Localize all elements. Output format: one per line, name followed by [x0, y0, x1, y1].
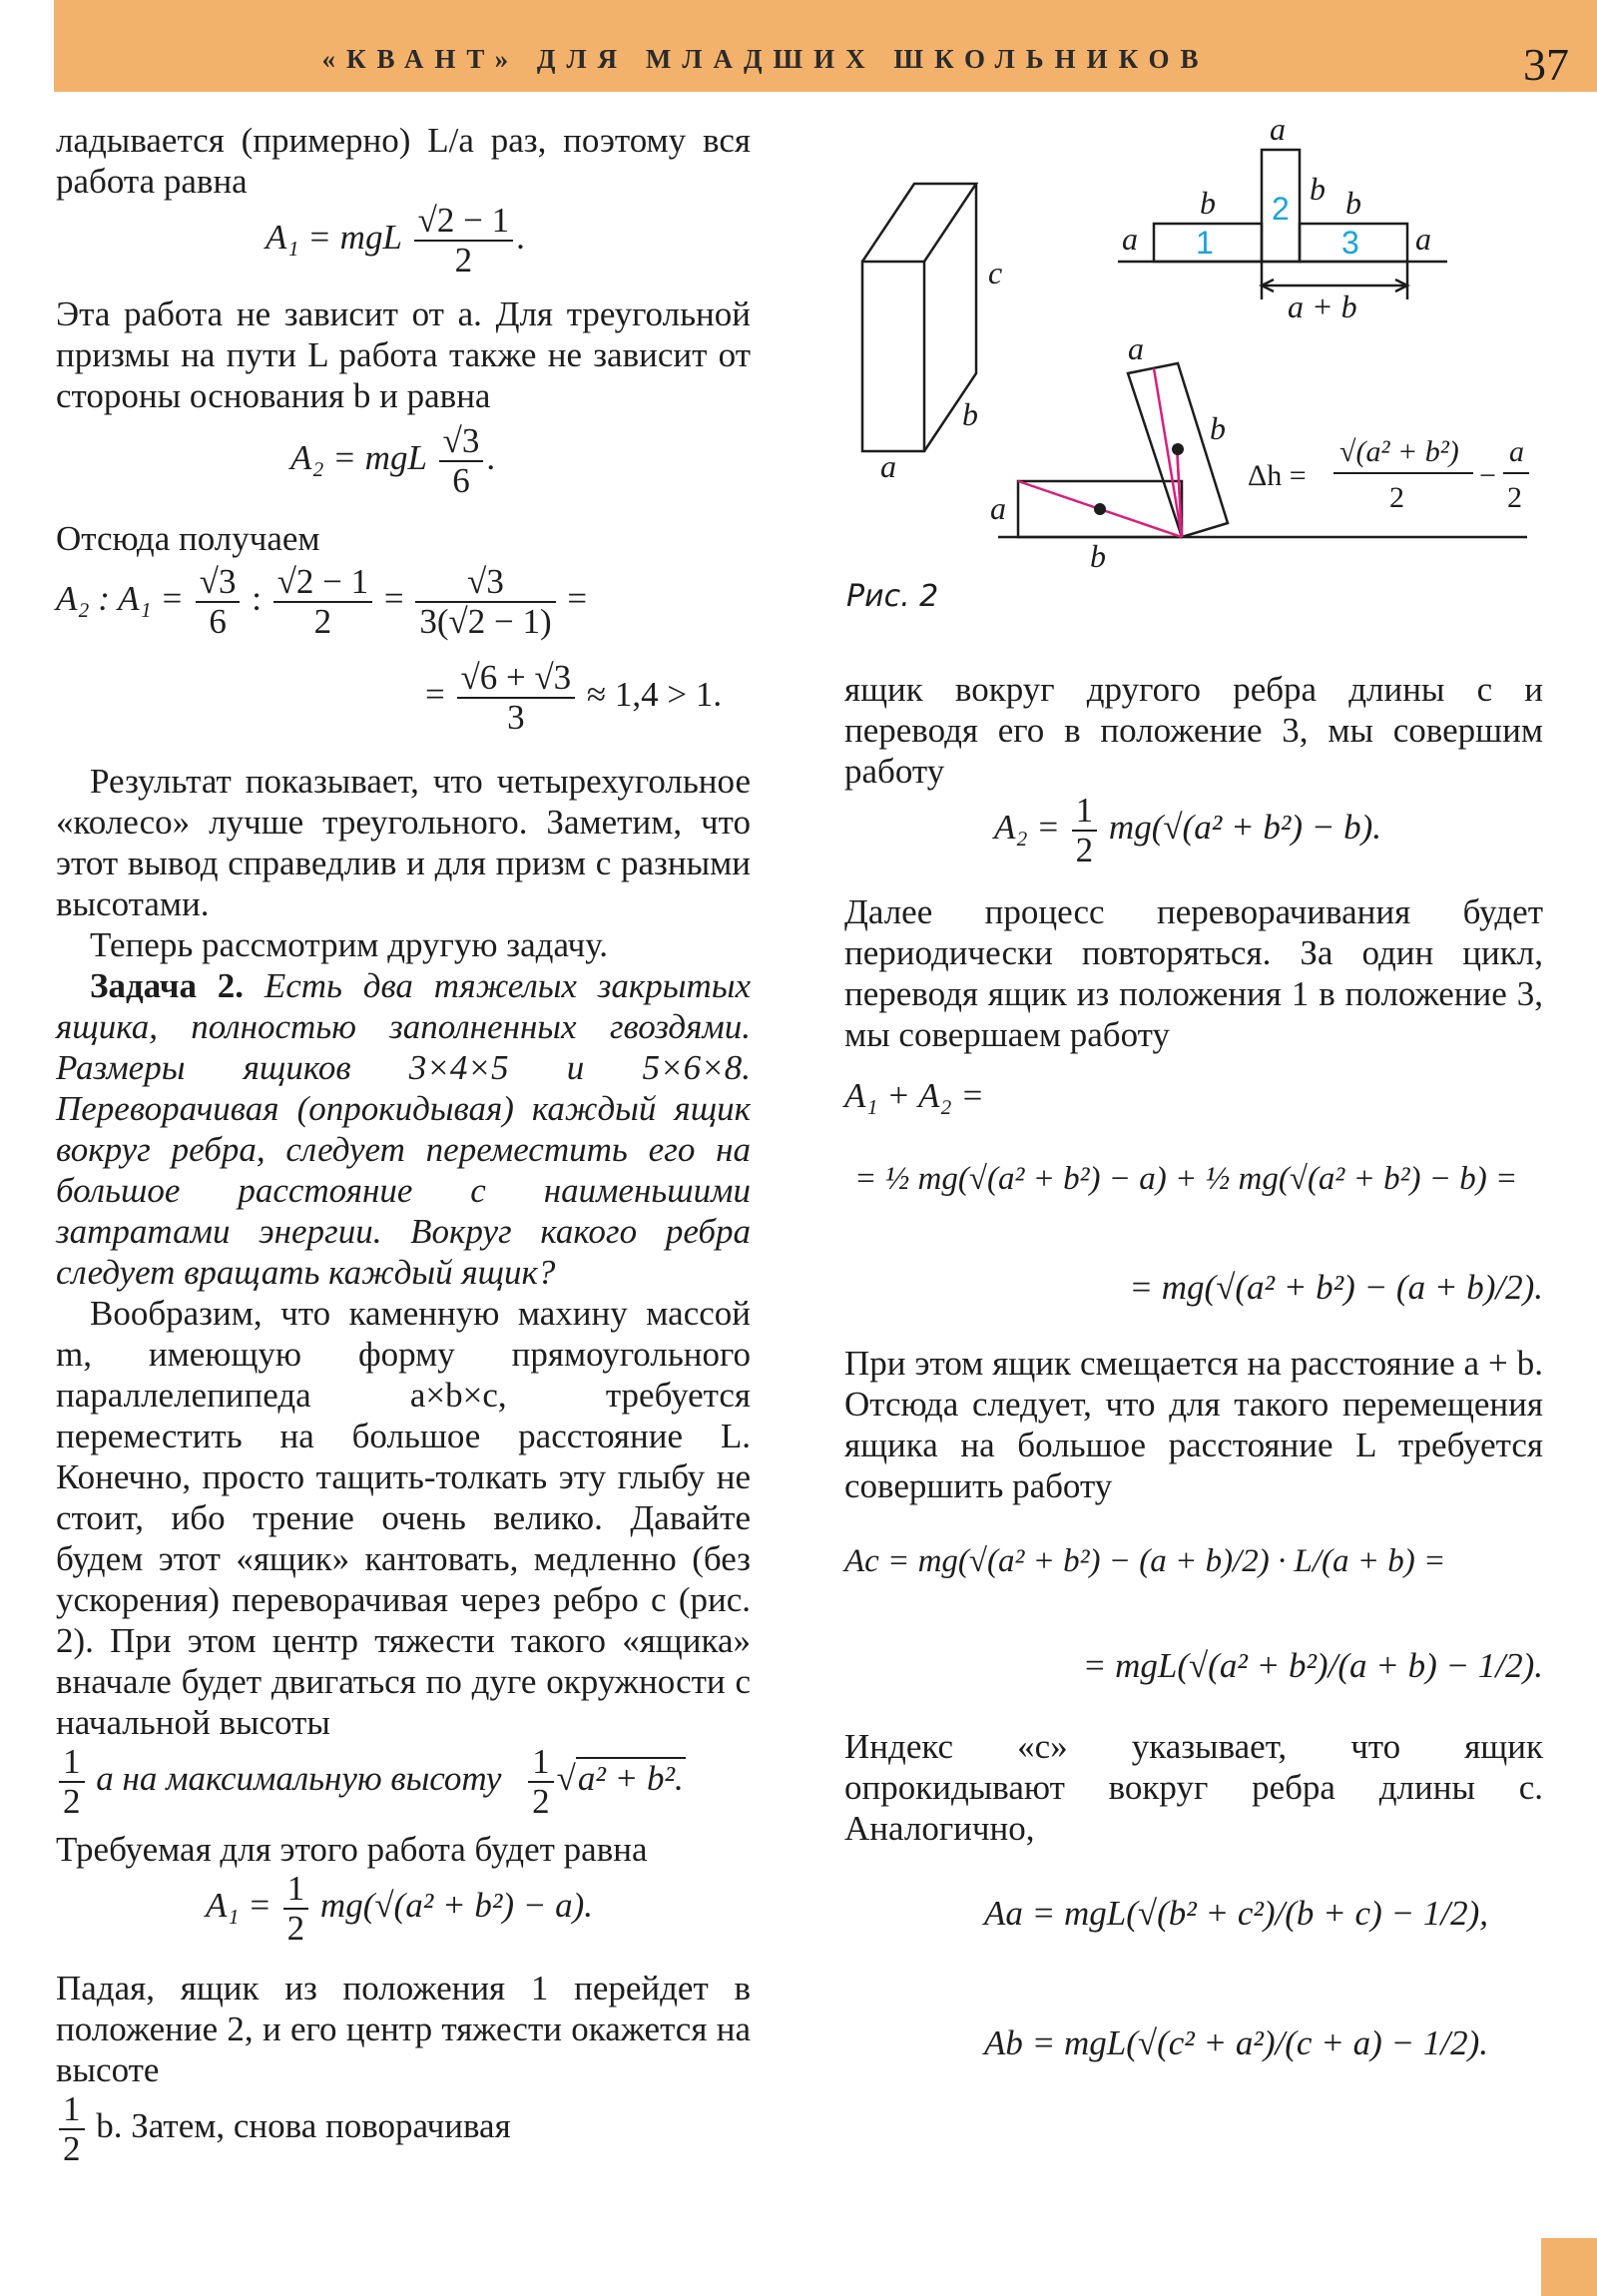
- svg-text:√(a² + b²): √(a² + b²): [1339, 435, 1459, 468]
- task-statement: Задача 2. Есть два тяжелых закрытых ящика, полностью заполненных гвоздями. Размеры ящиков 3×4×5 и 5×6×8. Переворачивая (опрокидывая) каждый ящик вокруг ребра, следует переместить его на большое расстояние с наименьшими затратами энергии. Вокруг какого ребра следует вращать каждый ящик?: [56, 966, 751, 1292]
- svg-text:2: 2: [1389, 481, 1404, 514]
- svg-text:a: a: [1270, 111, 1286, 147]
- paragraph: Отсюда получаем: [56, 519, 320, 558]
- paragraph: Далее процесс переворачивания будет периодически повторяться. За один цикл, переводя ящик из положения 1 в положение 3, мы совершаем работу: [844, 892, 1543, 1054]
- svg-text:2: 2: [1272, 191, 1290, 227]
- inline-heights: $\frac{1}{2}$ a на максимальную высоту $\frac{1}{2}$ √a² + b².: [56, 1743, 751, 1829]
- corner-tab: [1541, 2238, 1597, 2296]
- svg-text:b: b: [1090, 538, 1106, 574]
- paragraph: Требуемая для этого работа будет равна: [56, 1830, 648, 1869]
- paragraph: При этом ящик смещается на расстояние a + b. Отсюда следует, что для такого перемещения ящика на большое расстояние L требуется совершить работу: [844, 1344, 1543, 1505]
- svg-text:2: 2: [1507, 481, 1522, 514]
- paragraph: Вообразим, что каменную махину массой m, имеющую форму прямоугольного параллелепипеда a×b×c, требуется переместить на большое расстояние L. Конечно, просто тащить-толкать эту глыбу не стоит, ибо трение очень велико. Давайте будем этот «ящик» кантовать, медленно (без ускорения) переворачивая через ребро c (рис. 2). При этом центр тяжести такого «ящика» вначале будет двигаться по дуге окружности с начальной высоты: [56, 1294, 751, 1742]
- equation-ab: Ab = mgL(√(c² + a²)/(c + a) − 1/2).: [984, 2023, 1488, 2062]
- svg-text:b: b: [1345, 185, 1361, 221]
- equation-ratio: A₂ : A₁ = $\frac{√3}{6}$ : $\frac{√2 - 1}{2}$ = $\frac{√3}{3(√2 - 1)}$ =: [56, 562, 588, 641]
- svg-text:a: a: [1122, 221, 1138, 257]
- paragraph: Индекс «c» указывает, что ящик опрокидывают вокруг ребра длины c. Аналогично,: [844, 1727, 1543, 1848]
- svg-text:b: b: [962, 396, 978, 432]
- box-front: [862, 262, 924, 451]
- svg-text:a: a: [1415, 221, 1431, 257]
- running-title: «КВАНТ» ДЛЯ МЛАДШИХ ШКОЛЬНИКОВ: [321, 44, 1210, 74]
- paragraph: Теперь рассмотрим другую задачу.: [90, 925, 608, 964]
- svg-text:a: a: [1509, 435, 1524, 468]
- page-number: 37: [1523, 39, 1569, 90]
- paragraph: ящик вокруг другого ребра длины c и переводя его в положение 3, мы совершим работу: [844, 670, 1543, 791]
- equation-sum-2: = ½ mg(√(a² + b²) − a) + ½ mg(√(a² + b²) − b) =: [854, 1161, 1518, 1197]
- svg-text:a: a: [880, 448, 896, 484]
- svg-text:b: b: [1310, 171, 1326, 207]
- equation-aa: Aa = mgL(√(b² + c²)/(b + c) − 1/2),: [984, 1894, 1488, 1933]
- svg-text:3: 3: [1341, 225, 1359, 261]
- right-column: [844, 669, 1543, 2108]
- figure-2: [838, 110, 1537, 629]
- fraction: $\frac{√2 - 1}{2}$: [414, 202, 513, 280]
- paragraph: ладывается (примерно) L/a раз, поэтому вся работа равна: [56, 121, 751, 201]
- figure-caption: Рис. 2: [846, 579, 939, 614]
- label-a-plus-b: a + b: [1288, 288, 1357, 324]
- equation-ac-2: = mgL(√(a² + b²)/(a + b) − 1/2).: [1082, 1646, 1543, 1685]
- equation-ac-1: Ac = mg(√(a² + b²) − (a + b)/2) · L/(a + b) =: [844, 1543, 1446, 1579]
- svg-text:c: c: [988, 255, 1003, 290]
- inline-half-b: $\frac{1}{2}$ b. Затем, снова поворачивая: [56, 2090, 751, 2168]
- page-header: [54, 0, 1597, 92]
- svg-text:−: −: [1479, 459, 1496, 492]
- box-depth: [862, 184, 976, 262]
- svg-text:Δh =: Δh =: [1248, 459, 1307, 492]
- equation-sum-3: = mg(√(a² + b²) − (a + b)/2).: [1129, 1268, 1543, 1307]
- svg-text:1: 1: [1196, 225, 1214, 261]
- equation-a2-work: A₂ = $\frac{1}{2}$ mg(√(a² + b²) − b).: [994, 791, 1382, 869]
- svg-text:a: a: [1128, 330, 1144, 366]
- equation-a1-work: A₁ = $\frac{1}{2}$ mg(√(a² + b²) − a).: [206, 1869, 594, 1948]
- svg-text:a: a: [990, 490, 1006, 526]
- paragraph: Результат показывает, что четырехугольное «колесо» лучше треугольного. Заметим, что этот вывод справедлив и для призм с разными высотами.: [56, 762, 751, 923]
- equation-sum-1: A₁ + A₂ =: [844, 1076, 984, 1115]
- paragraph: Падая, ящик из положения 1 перейдет в положение 2, и его центр тяжести окажется на высоте: [56, 1969, 751, 2089]
- paragraph: Эта работа не зависит от a. Для треугольной призмы на пути L работа также не зависит от стороны основания b и равна: [56, 294, 751, 415]
- equation-ratio-2: = $\frac{√6 + √3}{3}$ ≈ 1,4 > 1.: [425, 658, 723, 737]
- equation-a1: A₁ = mgL $\frac{√2 - 1}{2}$ .: [266, 201, 525, 280]
- svg-text:b: b: [1200, 185, 1216, 221]
- svg-text:b: b: [1210, 410, 1226, 446]
- equation-a2: A₂ = mgL $\frac{√3}{6}$ .: [290, 421, 496, 500]
- fraction: $\frac{√3}{6}$: [439, 422, 484, 500]
- left-column: [56, 120, 751, 2168]
